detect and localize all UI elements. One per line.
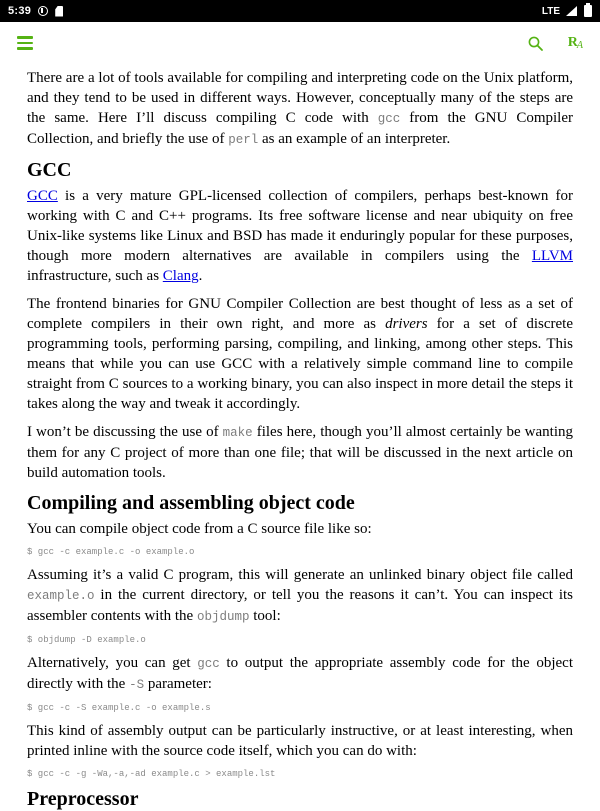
code-block: $ objdump -D example.o	[27, 635, 146, 645]
body-text: is a very mature GPL-licensed collection of compilers, perhaps best-known for working with C and C++ programs. Its free software license and near ubiquity on free Unix-like systems like Linux and BSD has made it enduringly popular for these purposes, though more modern alternatives are available in compilers using the	[27, 188, 573, 264]
paragraph	[27, 565, 573, 627]
inline-code: make	[222, 426, 253, 440]
battery-icon	[584, 5, 592, 17]
font-size-icon[interactable]: R A	[567, 34, 583, 51]
body-text: You can compile object code from a C source file like so:	[27, 521, 372, 537]
paragraph	[27, 294, 573, 414]
paragraph	[27, 186, 573, 286]
inline-code: -S	[129, 678, 145, 692]
body-text: .	[198, 268, 203, 284]
signal-strength-icon	[566, 6, 577, 16]
inline-code: objdump	[196, 610, 250, 624]
paragraph	[27, 721, 573, 761]
inline-link[interactable]: LLVM	[531, 248, 573, 264]
inline-code: gcc	[197, 657, 220, 671]
paragraph	[27, 519, 573, 539]
body-text: Assuming it’s a valid C program, this will generate an unlinked binary object file called	[27, 567, 573, 583]
inline-link[interactable]: Clang	[162, 268, 199, 284]
status-bar	[0, 0, 600, 22]
paragraph	[27, 68, 573, 150]
section-heading: GCC	[27, 159, 72, 181]
body-text: This kind of assembly output can be particularly instructive, or at least interesting, when printed inline with the source code itself, which you can do with:	[27, 723, 573, 759]
body-text: as an example of an interpreter.	[258, 131, 451, 147]
app-toolbar	[0, 22, 600, 64]
clock-time: 5:39	[8, 5, 32, 17]
body-text: The frontend binaries for GNU Compiler Collection are best thought of less as a set of complete compilers in their own right, and more as	[27, 296, 573, 332]
body-text: tool:	[249, 608, 281, 624]
body-text: infrastructure, such as	[27, 268, 163, 284]
menu-icon[interactable]	[17, 36, 33, 50]
inline-code: gcc	[377, 112, 401, 126]
notification-circle-icon	[38, 6, 48, 16]
body-text: to output the appropriate assembly code for the object directly with the	[27, 655, 573, 692]
inline-link[interactable]: GCC	[27, 188, 58, 204]
body-text: from the GNU Compiler Collection, and briefly the use of	[27, 110, 573, 147]
article	[0, 64, 600, 811]
body-text: Alternatively, you can get	[27, 655, 198, 671]
inline-code: example.o	[27, 589, 95, 603]
body-text: for a set of discrete programming tools, performing parsing, compiling, and linking, among other steps. This means that while you can use GCC with a relatively simple command line to compile straight from C sources to a working binary, you can also inspect in more detail the steps it takes along the way and tweak it accordingly.	[27, 316, 573, 412]
body-text: files here, though you’ll almost certainly be wanting them for any C project of more than one file; that will be discussed in the next article on build automation tools.	[27, 424, 573, 481]
search-icon[interactable]	[527, 35, 544, 52]
sd-card-icon	[55, 6, 63, 17]
code-block: $ gcc -c -S example.c -o example.s	[27, 703, 211, 713]
body-text: in the current directory, or tell you the reasons it can’t. You can inspect its assembler contents with the	[27, 587, 573, 624]
paragraph	[27, 422, 573, 483]
inline-code: perl	[228, 133, 259, 147]
code-block: $ gcc -c -g -Wa,-a,-ad example.c > example.lst	[27, 769, 276, 779]
emphasis-text: drivers	[385, 316, 428, 332]
body-text: parameter:	[144, 676, 212, 692]
code-block: $ gcc -c example.c -o example.o	[27, 547, 195, 557]
section-heading: Compiling and assembling object code	[27, 492, 355, 514]
body-text: There are a lot of tools available for compiling and interpreting code on the Unix platform, and they tend to be used in different ways. However, conceptually many of the steps are the same. Here I’ll discuss compiling C code with	[27, 70, 573, 126]
body-text: I won’t be discussing the use of	[27, 424, 223, 440]
network-type-label: LTE	[541, 5, 560, 17]
paragraph	[27, 653, 573, 695]
section-heading: Preprocessor	[27, 788, 139, 810]
